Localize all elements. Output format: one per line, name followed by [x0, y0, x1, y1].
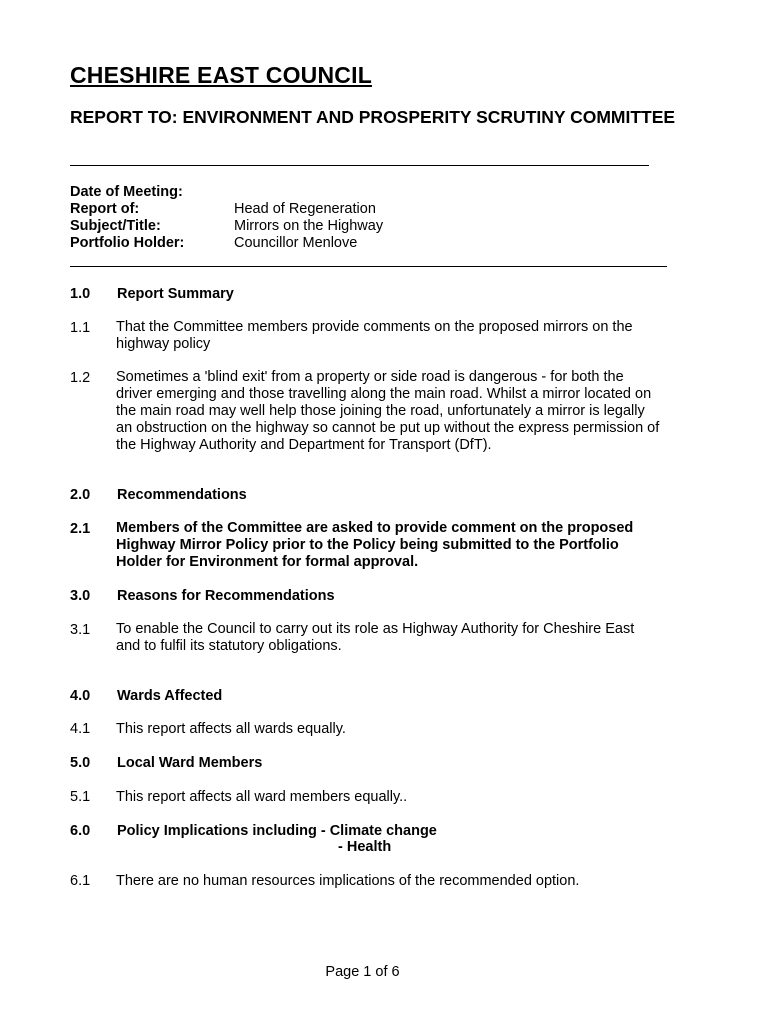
paragraph-5-1: This report affects all ward members equally..	[116, 789, 408, 805]
section-heading-reasons: Reasons for Recommendations	[117, 588, 335, 604]
paragraph-number: 6.1	[70, 873, 91, 889]
paragraph-4-1: This report affects all wards equally.	[116, 721, 346, 737]
section-number: 5.0	[70, 755, 91, 771]
paragraph-1-2: Sometimes a 'blind exit' from a property or side road is dangerous - for both the driver emerging and those travelling along the main road. Whilst a mirror located on the main road may well help those joining the road, unfortunately a mirror is legally an obstruction on the highway so cannot be put up without the express permission of the Highway Authority and Department for Transport (DfT).	[116, 369, 660, 453]
paragraph-number: 1.2	[70, 370, 91, 386]
paragraph-number: 2.1	[70, 521, 91, 537]
paragraph-number: 1.1	[70, 320, 91, 336]
page-number: Page 1 of 6	[325, 964, 400, 980]
subject-title-label: Subject/Title:	[70, 218, 161, 234]
section-heading-policy-implications: Policy Implications including - Climate change	[117, 823, 437, 839]
council-title: CHESHIRE EAST COUNCIL	[70, 62, 372, 88]
paragraph-number: 3.1	[70, 622, 91, 638]
report-of-label: Report of:	[70, 201, 140, 217]
section-number: 6.0	[70, 823, 91, 839]
paragraph-number: 5.1	[70, 789, 91, 805]
section-number: 3.0	[70, 588, 91, 604]
portfolio-holder-value: Councillor Menlove	[234, 235, 358, 251]
section-heading-health: - Health	[338, 839, 392, 855]
section-heading-local-ward-members: Local Ward Members	[117, 755, 263, 771]
portfolio-holder-label: Portfolio Holder:	[70, 235, 185, 251]
subject-title-value: Mirrors on the Highway	[234, 218, 384, 234]
date-of-meeting-label: Date of Meeting:	[70, 184, 183, 200]
report-to-heading: REPORT TO: ENVIRONMENT AND PROSPERITY SCRUTINY COMMITTEE	[70, 107, 676, 127]
section-heading-recommendations: Recommendations	[117, 487, 247, 503]
paragraph-number: 4.1	[70, 721, 91, 737]
section-heading-wards-affected: Wards Affected	[117, 688, 223, 704]
paragraph-1-1: That the Committee members provide comments on the proposed mirrors on the highway policy	[116, 319, 633, 352]
section-number: 2.0	[70, 487, 91, 503]
section-number: 4.0	[70, 688, 91, 704]
divider	[70, 165, 649, 166]
paragraph-3-1: To enable the Council to carry out its role as Highway Authority for Cheshire East and to fulfil its statutory obligations.	[116, 621, 635, 654]
paragraph-6-1: There are no human resources implications of the recommended option.	[116, 873, 580, 889]
section-number: 1.0	[70, 286, 91, 302]
report-of-value: Head of Regeneration	[234, 201, 376, 217]
paragraph-2-1: Members of the Committee are asked to provide comment on the proposed Highway Mirror Policy prior to the Policy being submitted to the Portfolio Holder for Environment for formal approval.	[116, 520, 634, 570]
section-heading-report-summary: Report Summary	[117, 286, 234, 302]
divider	[70, 266, 667, 267]
